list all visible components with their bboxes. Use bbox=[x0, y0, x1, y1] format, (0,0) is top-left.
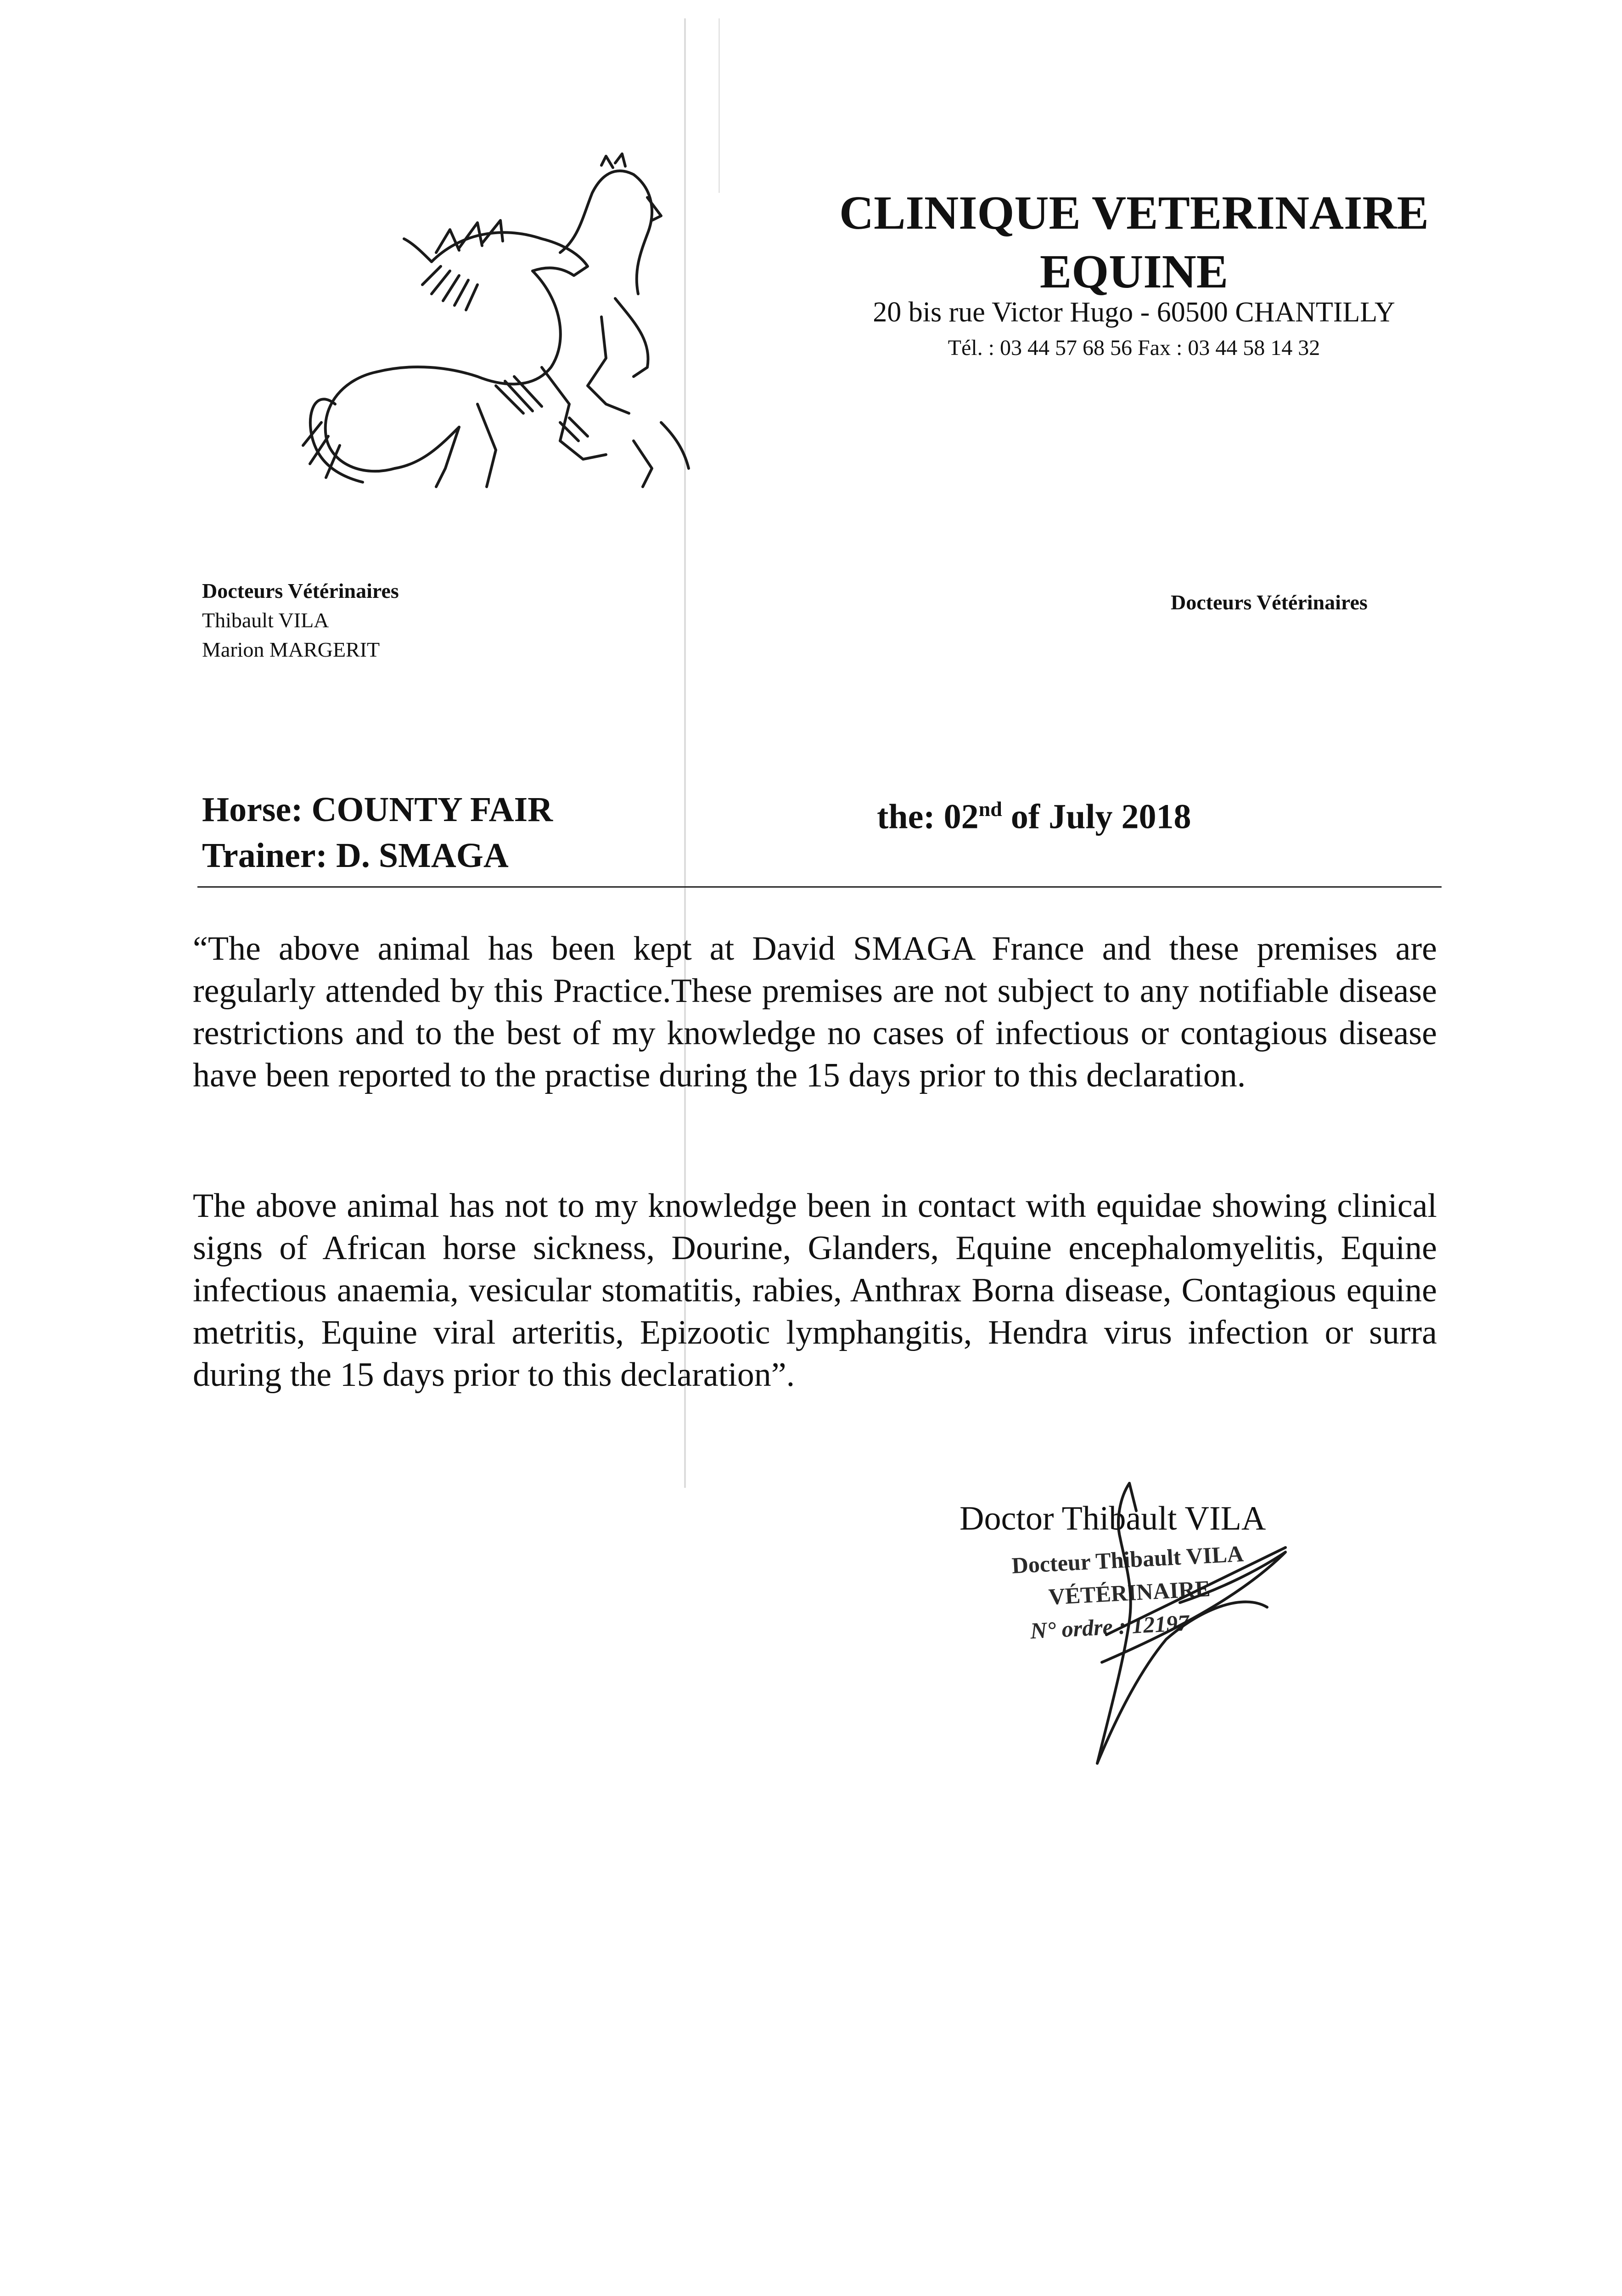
header-divider bbox=[197, 886, 1442, 888]
doctors-heading-right: Docteurs Vétérinaires bbox=[1171, 591, 1368, 614]
rearing-horses-logo-icon bbox=[285, 147, 735, 496]
date-ordinal-suffix: nd bbox=[978, 797, 1002, 821]
signatory-name: Doctor Thibault VILA bbox=[960, 1500, 1266, 1537]
clinic-address: 20 bis rue Victor Hugo - 60500 CHANTILLY bbox=[873, 297, 1395, 328]
declaration-date bbox=[877, 797, 1191, 837]
clinic-name: CLINIQUE VETERINAIRE EQUINE bbox=[839, 186, 1429, 298]
doctor-name: Thibault VILA bbox=[202, 608, 329, 632]
doctors-heading: Docteurs Vétérinaires bbox=[202, 579, 399, 602]
date-prefix: the: 02 bbox=[877, 797, 979, 836]
stamp-order-number: N° ordre : 12197 bbox=[1029, 1609, 1190, 1644]
date-rest: of July 2018 bbox=[1002, 797, 1191, 836]
stamp-line: VÉTÉRINAIRE bbox=[1048, 1575, 1211, 1610]
signature-block bbox=[960, 1492, 1373, 1777]
trainer-name: Trainer: D. SMAGA bbox=[202, 836, 509, 875]
handwritten-signature-icon bbox=[1028, 1469, 1359, 1800]
declaration-paragraph-2: The above animal has not to my knowledge been in contact with equidae showing clinical signs of African horse sickness, Dourine, Glanders, Equine encephalomyelitis, Equine infectious anaemia, vesicular stomatitis, rabies, Anthrax Borna disease, Contagious equine metritis, Equine viral arteritis, Epizootic lymphangitis, Hendra virus infection or surra during the 15 days prior to this declaration”. bbox=[193, 1187, 1437, 1394]
doctor-name: Marion MARGERIT bbox=[202, 638, 380, 661]
stamp-line: Docteur Thibault VILA bbox=[1011, 1540, 1245, 1579]
doctors-list-left bbox=[202, 576, 399, 664]
clinic-phone-fax: Tél. : 03 44 57 68 56 Fax : 03 44 58 14 32 bbox=[948, 336, 1320, 360]
declaration-paragraph-1: “The above animal has been kept at David SMAGA France and these premises are regularly attended by this Practice.These premises are not subject to any notifiable disease restrictions and to the best of my knowledge no cases of infectious or contagious disease have been reported to the practise during the 15 days prior to this declaration. bbox=[193, 930, 1437, 1094]
horse-name: Horse: COUNTY FAIR bbox=[202, 790, 553, 829]
